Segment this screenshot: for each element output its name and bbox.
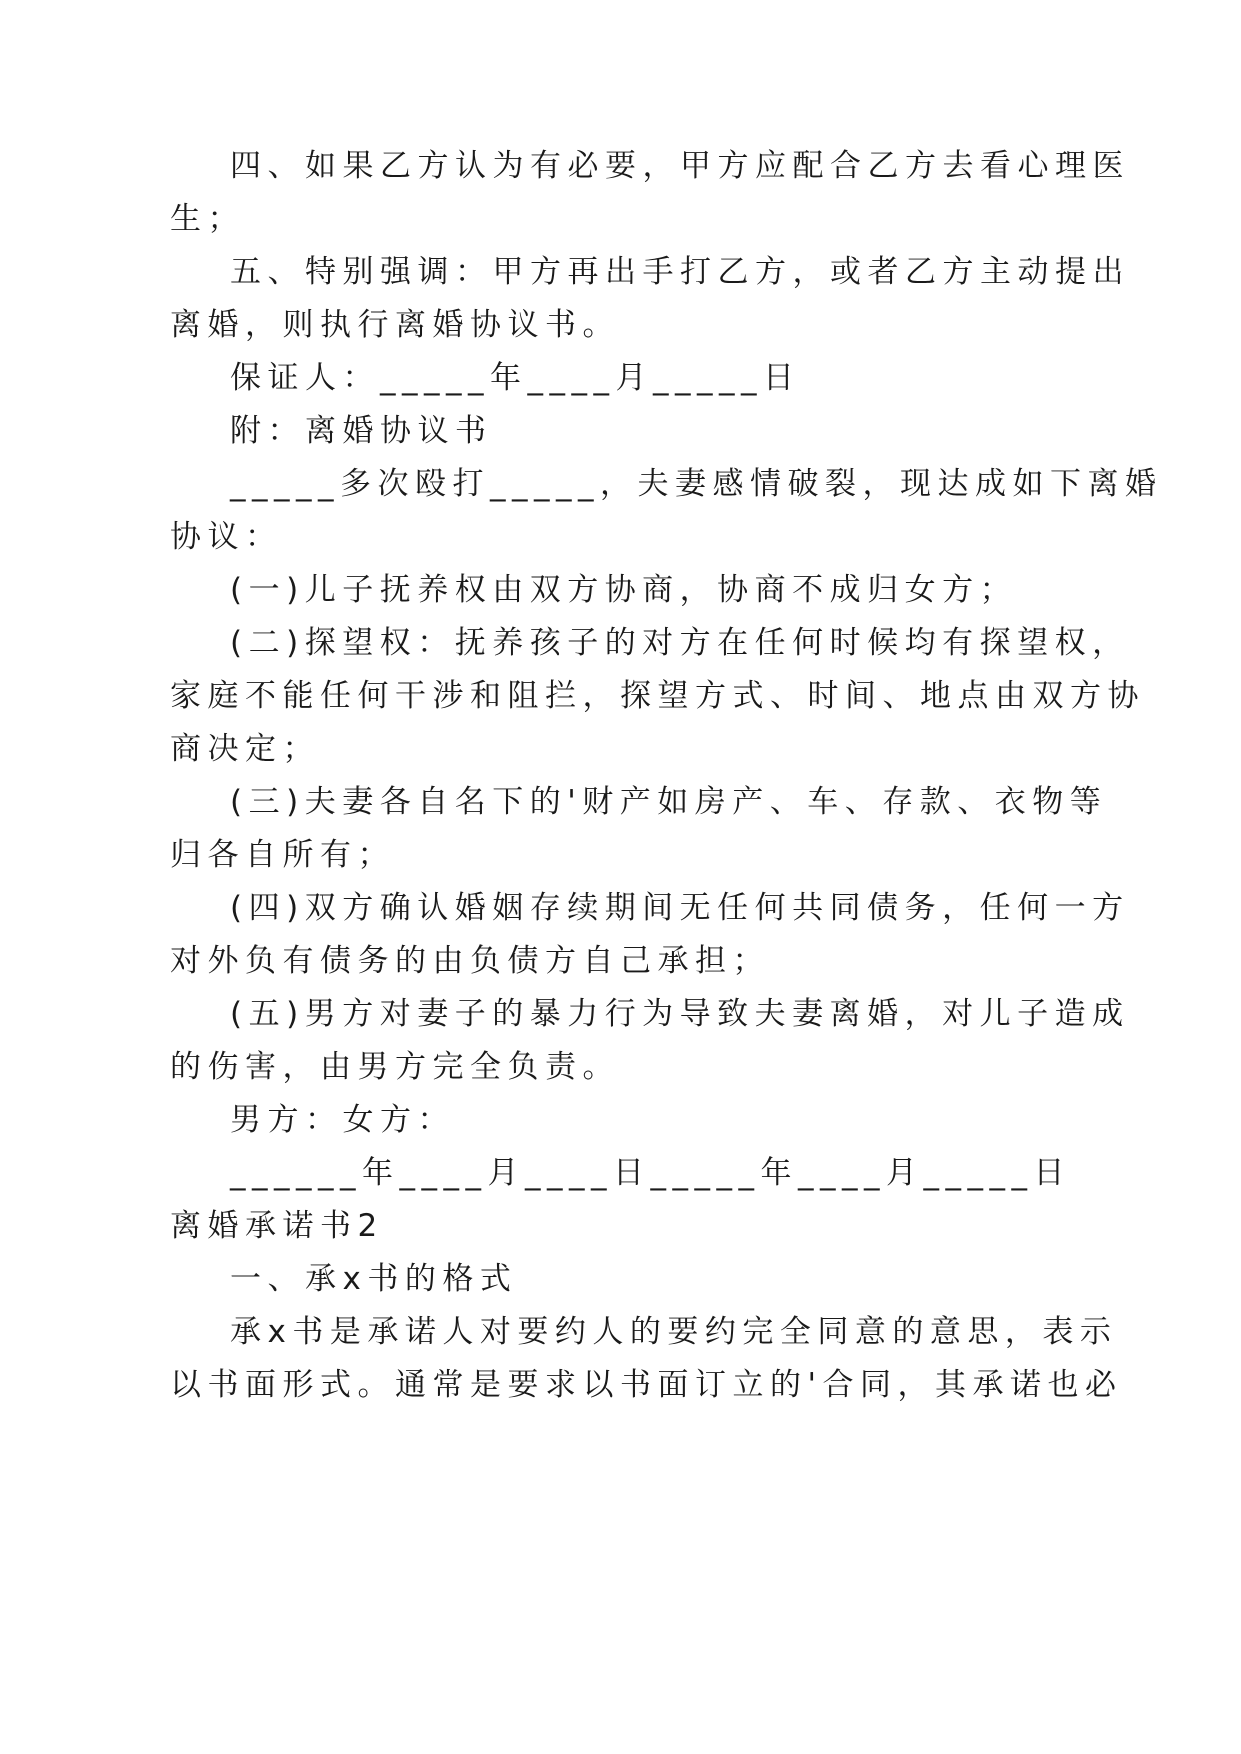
paragraph-line: 对外负有债务的由负债方自己承担； bbox=[170, 943, 770, 979]
signature-date-line: ______年____月____日_____年____月_____日 bbox=[230, 1155, 1071, 1191]
subsection-heading: 一、承x书的格式 bbox=[230, 1261, 518, 1297]
paragraph-line: 协议： bbox=[170, 519, 283, 555]
agreement-item: (三)夫妻各自名下的'财产如房产、车、存款、衣物等 bbox=[230, 784, 1108, 820]
paragraph-line: 商决定； bbox=[170, 731, 320, 767]
paragraph-line: 离婚，则执行离婚协议书。 bbox=[170, 307, 620, 343]
paragraph-line: 以书面形式。通常是要求以书面订立的'合同，其承诺也必 bbox=[170, 1367, 1123, 1403]
agreement-item: (五)男方对妻子的暴力行为导致夫妻离婚，对儿子造成 bbox=[230, 996, 1130, 1032]
paragraph-line: 生； bbox=[170, 201, 245, 237]
attachment-title: 附：离婚协议书 bbox=[230, 413, 493, 449]
paragraph-line: 的伤害，由男方完全负责。 bbox=[170, 1049, 620, 1085]
paragraph-line: 四、如果乙方认为有必要，甲方应配合乙方去看心理医 bbox=[230, 148, 1130, 184]
agreement-item: (四)双方确认婚姻存续期间无任何共同债务，任何一方 bbox=[230, 890, 1130, 926]
signature-line: 男方：女方： bbox=[230, 1102, 455, 1138]
agreement-item: (一)儿子抚养权由双方协商，协商不成归女方； bbox=[230, 572, 1018, 608]
paragraph-line: 家庭不能任何干涉和阻拦，探望方式、时间、地点由双方协 bbox=[170, 678, 1145, 714]
paragraph-line: 归各自所有； bbox=[170, 837, 395, 873]
paragraph-line: 五、特别强调：甲方再出手打乙方，或者乙方主动提出 bbox=[230, 254, 1130, 290]
section-heading: 离婚承诺书2 bbox=[170, 1208, 384, 1244]
paragraph-line: _____多次殴打_____，夫妻感情破裂，现达成如下离婚 bbox=[230, 466, 1163, 502]
agreement-item: (二)探望权：抚养孩子的对方在任何时候均有探望权， bbox=[230, 625, 1130, 661]
paragraph-line: 承x书是承诺人对要约人的要约完全同意的意思，表示 bbox=[230, 1314, 1118, 1350]
guarantor-date-line: 保证人：_____年____月_____日 bbox=[230, 360, 801, 396]
